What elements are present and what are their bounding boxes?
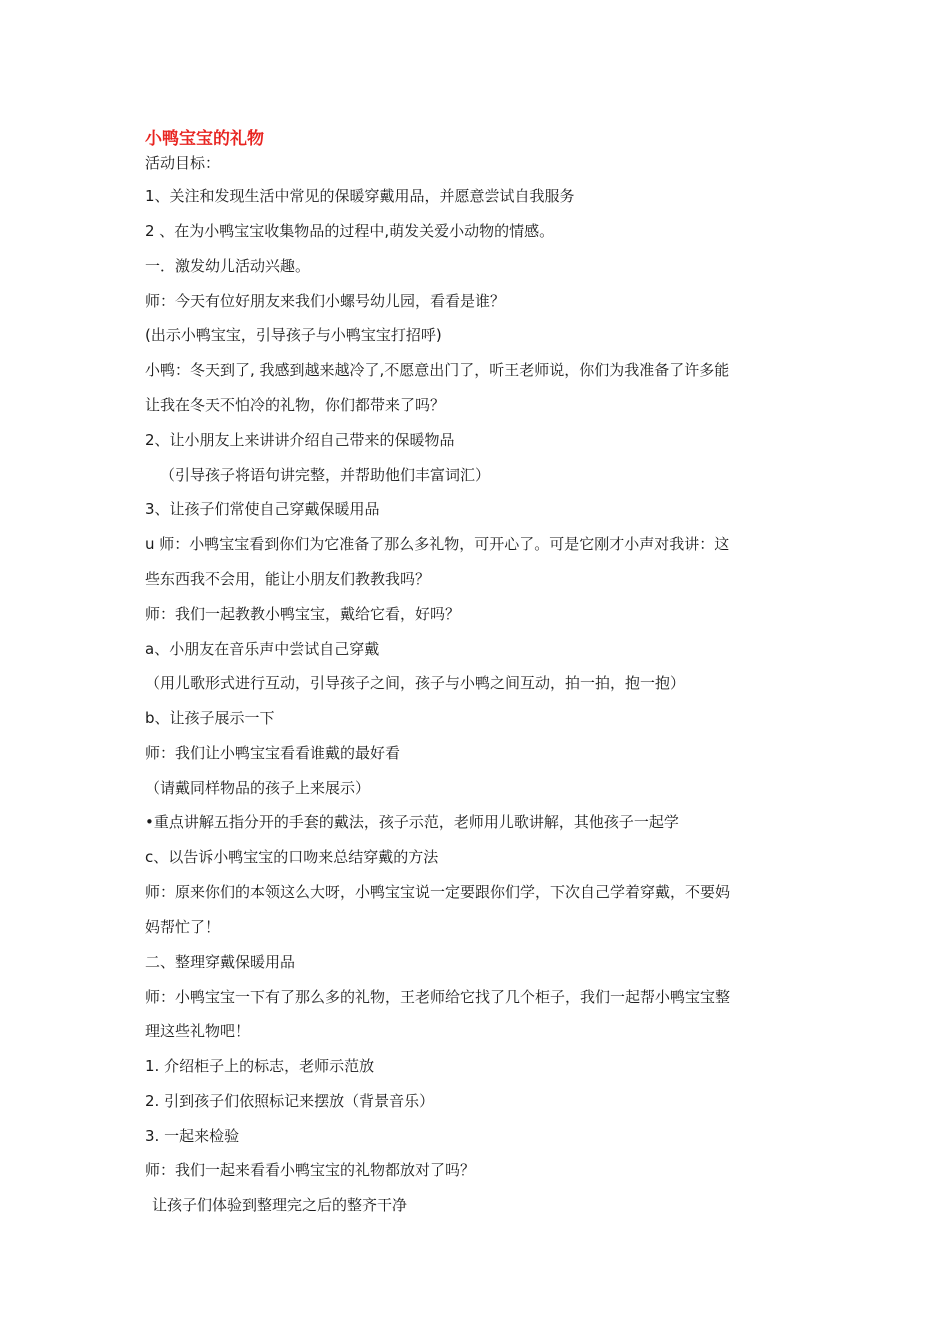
text-line: 2 、在为小鸭宝宝收集物品的过程中,萌发关爱小动物的情感。 (145, 222, 555, 240)
text-line: 师：我们让小鸭宝宝看看谁戴的最好看 (145, 744, 401, 762)
text-line: a、小朋友在音乐声中尝试自己穿戴 (145, 640, 380, 658)
document-title: 小鸭宝宝的礼物 (145, 129, 264, 149)
text-line: 让我在冬天不怕冷的礼物，你们都带来了吗？ (145, 396, 446, 414)
text-line: 3. 一起来检验 (145, 1127, 240, 1145)
text-line: 师：原来你们的本领这么大呀，小鸭宝宝说一定要跟你们学，下次自己学着穿戴，不要妈 (145, 883, 731, 901)
text-line: 二、整理穿戴保暖用品 (145, 953, 296, 971)
text-line: 让孩子们体验到整理完之后的整齐干净 (152, 1196, 408, 1214)
text-line: 理这些礼物吧！ (145, 1022, 251, 1040)
text-line: 3、让孩子们常使自己穿戴保暖用品 (145, 500, 380, 518)
text-line: 师：我们一起教教小鸭宝宝，戴给它看，好吗？ (145, 605, 461, 623)
text-line: 些东西我不会用，能让小朋友们教教我吗？ (145, 570, 431, 588)
text-line: （用儿歌形式进行互动，引导孩子之间，孩子与小鸭之间互动，拍一拍，抱一抱） (145, 674, 686, 692)
text-line: 小鸭：冬天到了, 我感到越来越冷了,不愿意出门了，听王老师说，你们为我准备了许多能 (145, 361, 730, 379)
text-line: （引导孩子将语句讲完整，并帮助他们丰富词汇） (160, 466, 491, 484)
text-line: (出示小鸭宝宝，引导孩子与小鸭宝宝打招呼) (145, 326, 442, 344)
text-line: 妈帮忙了！ (145, 918, 221, 936)
text-line: u 师：小鸭宝宝看到你们为它准备了那么多礼物，可开心了。可是它刚才小声对我讲：这 (145, 535, 730, 553)
text-line: 师：今天有位好朋友来我们小螺号幼儿园，看看是谁？ (145, 292, 506, 310)
text-line: 1、关注和发现生活中常见的保暖穿戴用品，并愿意尝试自我服务 (145, 187, 575, 205)
text-line: b、让孩子展示一下 (145, 709, 275, 727)
text-line: （请戴同样物品的孩子上来展示） (145, 779, 371, 797)
text-line: 1. 介绍柜子上的标志，老师示范放 (145, 1057, 375, 1075)
text-line: 一．激发幼儿活动兴趣。 (145, 257, 311, 275)
text-line: 师：我们一起来看看小鸭宝宝的礼物都放对了吗？ (145, 1161, 476, 1179)
text-line: 2. 引到孩子们依照标记来摆放（背景音乐） (145, 1092, 435, 1110)
text-line: 2、让小朋友上来讲讲介绍自己带来的保暖物品 (145, 431, 455, 449)
text-line: 师：小鸭宝宝一下有了那么多的礼物，王老师给它找了几个柜子，我们一起帮小鸭宝宝整 (145, 988, 731, 1006)
text-line: 活动目标： (145, 154, 221, 172)
text-line: c、以告诉小鸭宝宝的口吻来总结穿戴的方法 (145, 848, 439, 866)
text-line: •重点讲解五指分开的手套的戴法，孩子示范，老师用儿歌讲解，其他孩子一起学 (145, 813, 679, 831)
